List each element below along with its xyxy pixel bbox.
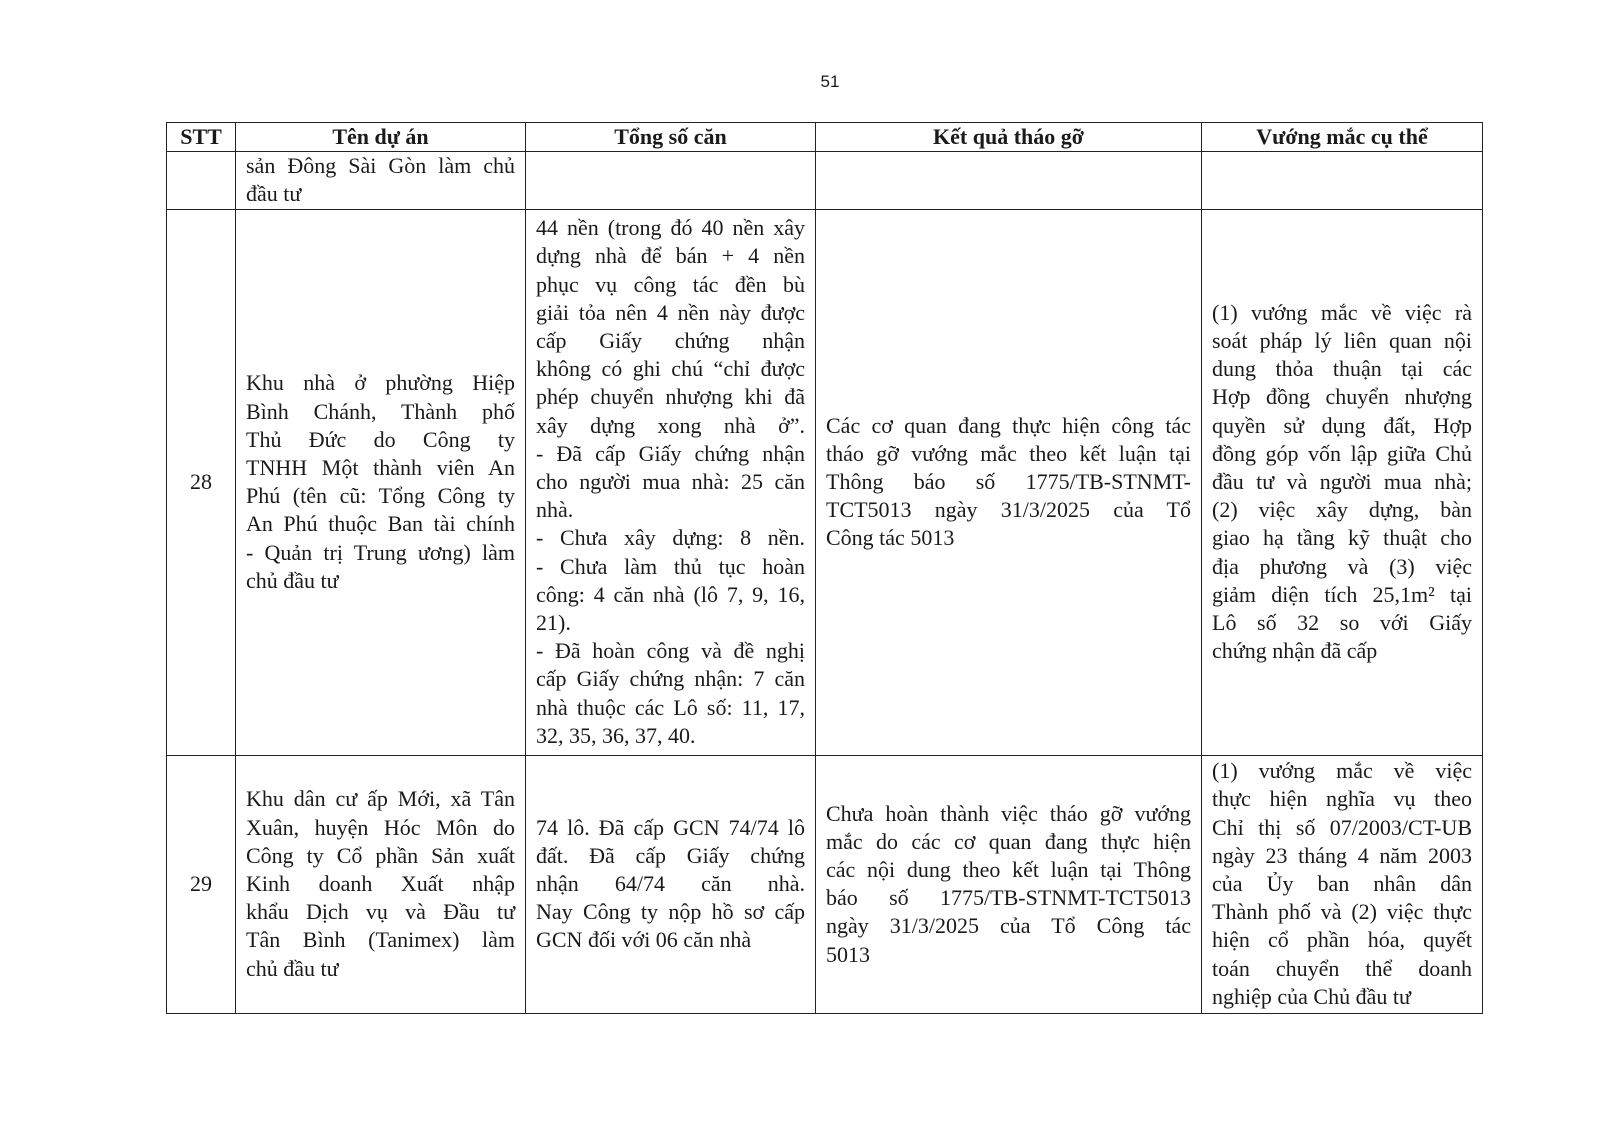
cell-tong-so-can [526,755,816,1013]
cell-line: - Đã cấp Giấy chứng nhận [536,440,805,466]
cell-line: dung thỏa thuận tại các [1212,356,1472,382]
cell-line: chủ đầu tư [246,567,339,593]
cell-line: công: 4 căn nhà (lô 7, 9, 16, [536,581,805,607]
cell-line: báo số 1775/TB-STNMT-TCT5013 [826,885,1191,911]
cell-line: phép chuyển nhượng khi đã [536,384,805,410]
cell-line: Thông báo số 1775/TB-STNMT- [826,469,1191,494]
cell-line: ngày 23 tháng 4 năm 2003 [1212,842,1472,868]
cell-line: nghiệp của Chủ đầu tư [1212,983,1411,1009]
cell-line: (1) vướng mắc về việc rà [1212,299,1472,325]
cell-line: đầu tư và người mua nhà; [1212,469,1472,494]
cell-line: Phú (tên cũ: Tổng Công ty [246,483,515,509]
cell-line: mắc do các cơ quan đang thực hiện [826,828,1191,854]
cell-line: soát pháp lý liên quan nội [1212,327,1472,353]
cell-vuong-mac-cu-the [1202,755,1483,1013]
cell-ten-du-an [236,755,526,1013]
cell-line: Chỉ thị số 07/2003/CT-UB [1212,814,1472,840]
projects-table [166,122,1483,1014]
cell-line: cấp Giấy chứng nhận [536,327,805,353]
cell-line: Công ty Cổ phần Sản xuất [246,842,515,868]
cell-line: khẩu Dịch vụ và Đầu tư [246,899,515,925]
cell-line: - Đã hoàn công và đề nghị [536,638,805,664]
cell-line: xây dựng xong nhà ở”. [536,412,805,438]
cell-line: giao hạ tầng kỹ thuật cho [1212,525,1472,551]
cell-line: nhà. [536,497,574,523]
header-vuong-mac-cu-the: Vướng mắc cụ thể [1202,123,1483,152]
cell-line: địa phương và (3) việc [1212,553,1472,579]
cell-line: (2) việc xây dựng, bàn [1212,497,1472,523]
cell-line: TCT5013 ngày 31/3/2025 của Tổ [826,497,1191,523]
cell-tong-so-can [526,152,816,209]
cell-ten-du-an [236,209,526,755]
cell-ten-du-an [236,152,526,209]
cell-line: Lô số 32 so với Giấy [1212,610,1472,636]
cell-line: dựng nhà để bán + 4 nền [536,243,805,269]
cell-line: Hợp đồng chuyển nhượng [1212,384,1472,410]
cell-line: Nay Công ty nộp hồ sơ cấp [536,899,805,925]
cell-line: đồng góp vốn lập giữa Chủ [1212,440,1472,466]
cell-line: cấp Giấy chứng nhận: 7 căn [536,666,805,692]
cell-line: cho người mua nhà: 25 căn [536,469,805,494]
cell-vuong-mac-cu-the [1202,209,1483,755]
cell-line: (1) vướng mắc về việc [1212,758,1472,784]
cell-vuong-mac-cu-the [1202,152,1483,209]
cell-line: Chưa hoàn thành việc tháo gỡ vướng [826,800,1191,826]
cell-line: Khu dân cư ấp Mới, xã Tân [246,786,515,812]
cell-line: 32, 35, 36, 37, 40. [536,722,696,748]
table-row [167,209,1483,755]
cell-line: ngày 31/3/2025 của Tổ Công tác [826,913,1191,939]
cell-stt: 29 [167,755,236,1013]
cell-line: thực hiện nghĩa vụ theo [1212,786,1472,812]
cell-line: - Chưa xây dựng: 8 nền. [536,525,805,551]
cell-line: 5013 [826,941,870,967]
cell-line: đất. Đã cấp Giấy chứng [536,842,805,868]
cell-line: nhận 64/74 căn nhà. [536,871,805,896]
cell-line: Công tác 5013 [826,525,955,551]
cell-line: Khu nhà ở phường Hiệp [246,370,515,396]
page-number: 51 [820,72,840,91]
table-header-row [167,123,1483,152]
cell-line: Thủ Đức do Công ty [246,426,515,452]
cell-line: Các cơ quan đang thực hiện công tác [826,412,1191,438]
cell-line: giảm diện tích 25,1m² tại [1212,581,1472,607]
cell-line: của Ủy ban nhân dân [1212,871,1472,896]
cell-line: Kinh doanh Xuất nhập [246,871,515,896]
cell-ket-qua-thao-go [816,152,1202,209]
table-row [167,152,1483,209]
cell-line: Thành phố và (2) việc thực [1212,899,1472,925]
header-stt: STT [167,123,236,152]
cell-line: 44 nền (trong đó 40 nền xây [536,215,805,241]
cell-line: Bình Chánh, Thành phố [246,398,515,424]
cell-ket-qua-thao-go [816,755,1202,1013]
cell-line: không có ghi chú “chỉ được [536,356,805,382]
cell-line: Xuân, huyện Hóc Môn do [246,814,515,840]
cell-ket-qua-thao-go [816,209,1202,755]
header-ket-qua-thao-go: Kết quả tháo gỡ [816,123,1202,152]
cell-line: nhà thuộc các Lô số: 11, 17, [536,694,805,720]
cell-line: TNHH Một thành viên An [246,454,515,480]
cell-line: 21). [536,610,571,636]
cell-tong-so-can [526,209,816,755]
cell-line: - Chưa làm thủ tục hoàn [536,553,805,579]
cell-line: chủ đầu tư [246,955,339,981]
cell-line: toán chuyển thể doanh [1212,955,1472,981]
cell-line: An Phú thuộc Ban tài chính [246,511,515,537]
cell-line: Tân Bình (Tanimex) làm [246,927,515,953]
cell-line: 74 lô. Đã cấp GCN 74/74 lô [536,814,805,840]
cell-line: tháo gỡ vướng mắc theo kết luận tại [826,440,1191,466]
cell-line: quyền sử dụng đất, Hợp [1212,412,1472,438]
cell-line: đầu tư [246,181,302,207]
cell-line: hiện cổ phần hóa, quyết [1212,927,1472,953]
cell-line: - Quản trị Trung ương) làm [246,539,515,565]
cell-line: chứng nhận đã cấp [1212,638,1378,664]
header-ten-du-an: Tên dự án [236,123,526,152]
cell-line: sản Đông Sài Gòn làm chủ [246,153,515,179]
cell-stt [167,152,236,209]
cell-line: phục vụ công tác đền bù [536,271,805,297]
cell-stt: 28 [167,209,236,755]
cell-line: GCN đối với 06 căn nhà [536,927,752,953]
cell-line: giải tỏa nên 4 nền này được [536,299,805,325]
header-tong-so-can: Tổng số căn [526,123,816,152]
table-row [167,755,1483,1013]
cell-line: các nội dung theo kết luận tại Thông [826,856,1191,882]
